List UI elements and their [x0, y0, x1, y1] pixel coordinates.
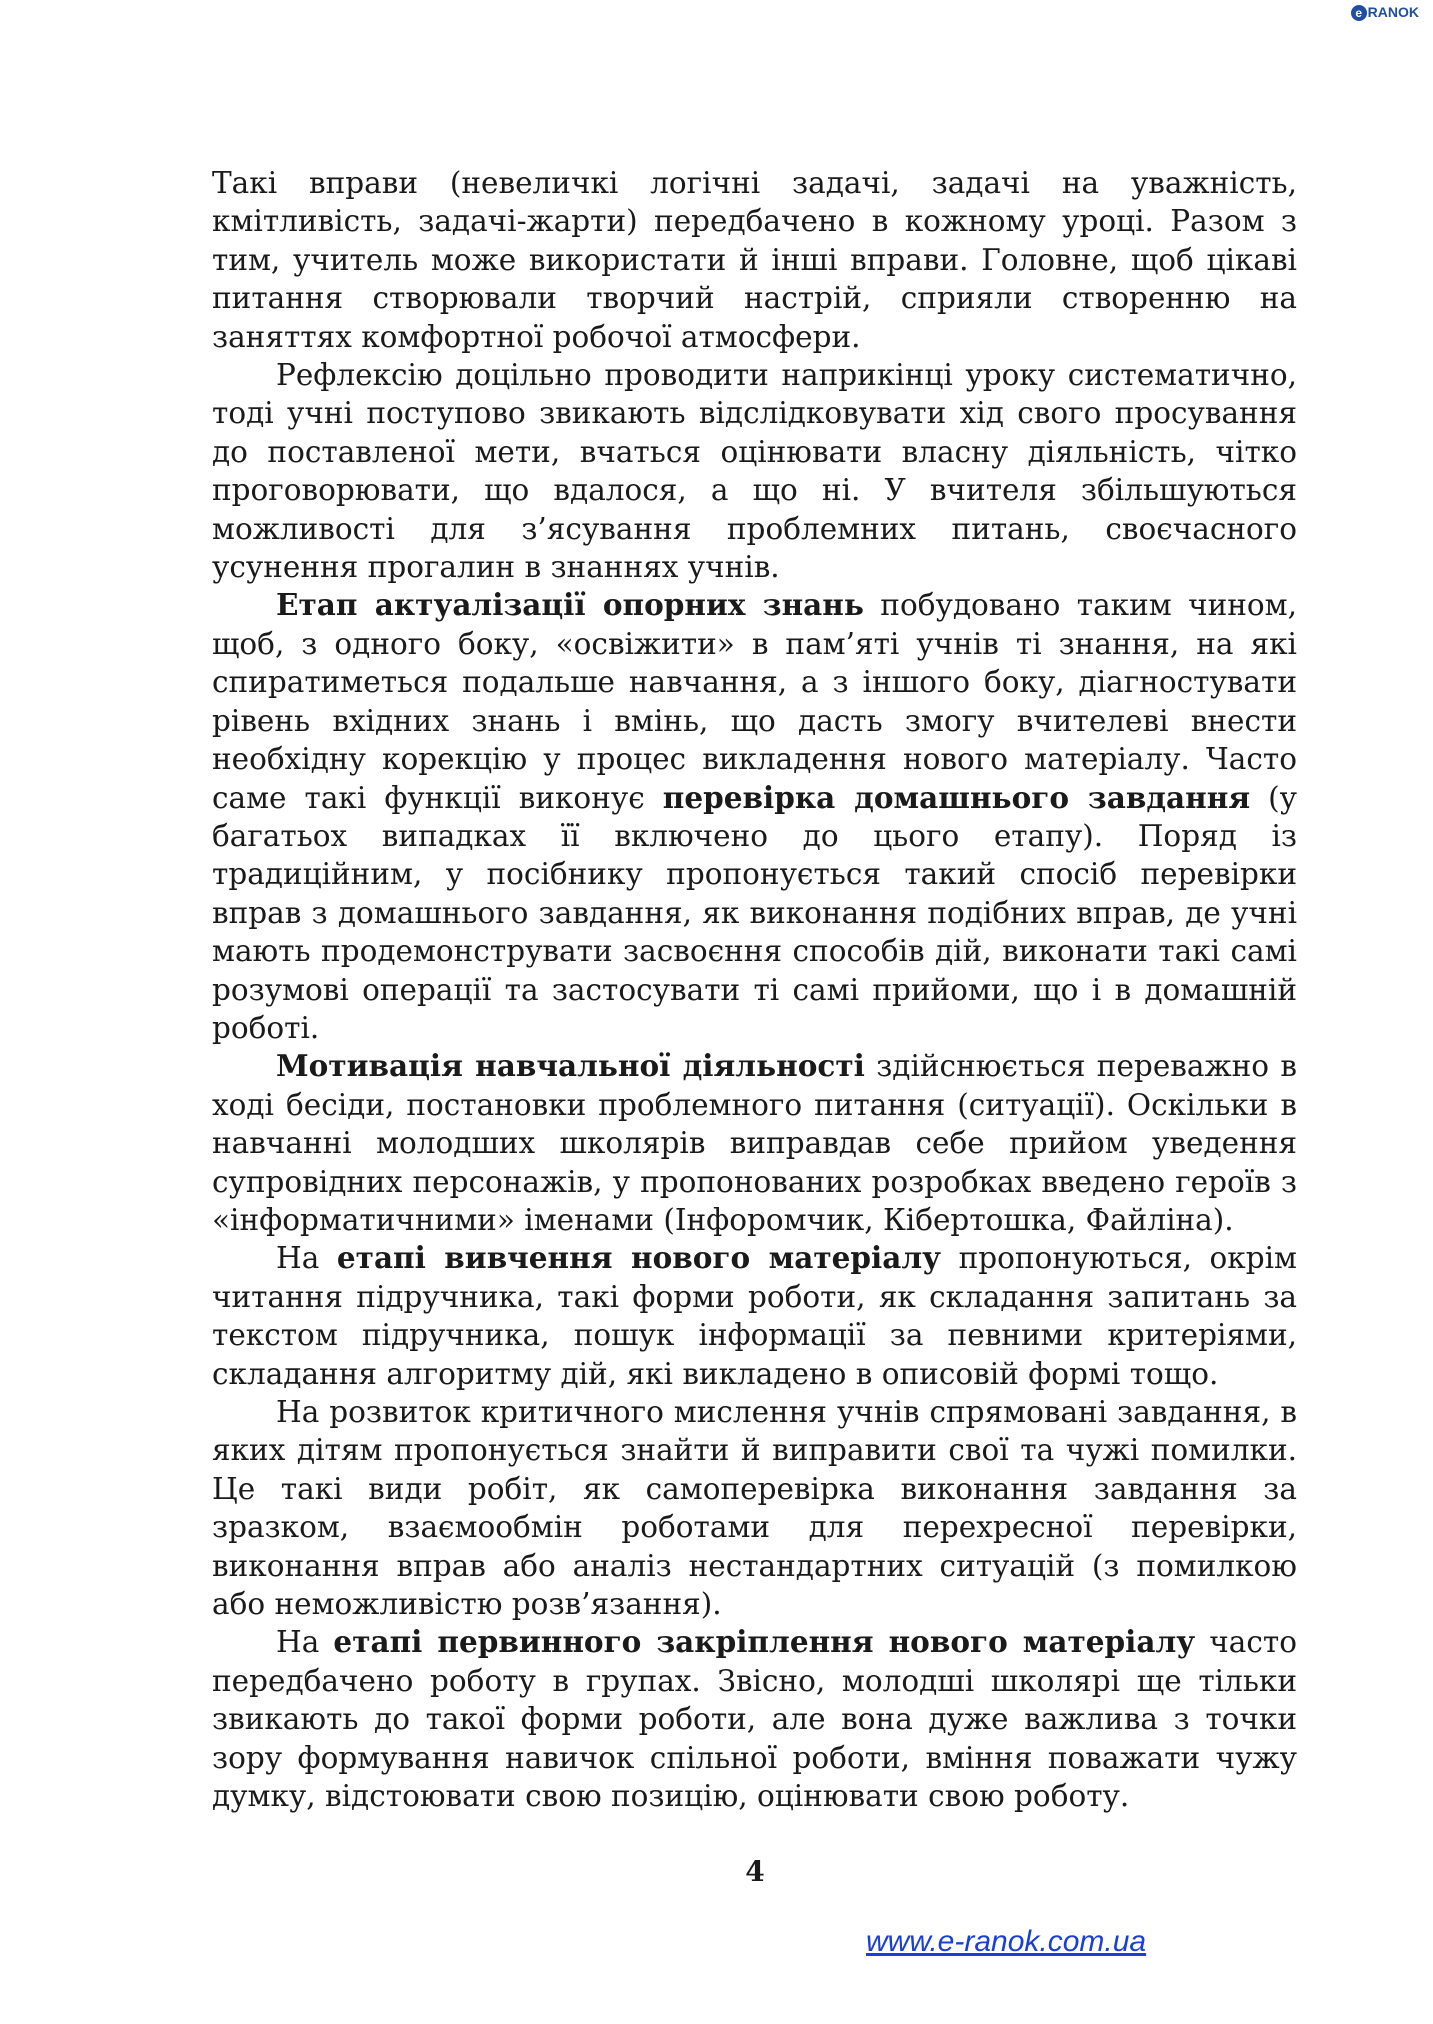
publisher-logo [1351, 4, 1419, 21]
page-number: 4 [745, 1855, 765, 1888]
paragraph-3-term: Етап актуалізації опорних знань [276, 587, 864, 623]
paragraph-4-term: Мотивація навчальної діяльності [276, 1048, 865, 1084]
paragraph-1 [212, 164, 1297, 356]
paragraph-3 [212, 586, 1297, 1047]
paragraph-4-text: здійснюється переважно в ході бесіди, постановки проблемного питання (ситуації). Оскільки в навчанні молодших школярів виправдав себе прийом уведення супровідних персонажів, у пропонованих розробках введено героїв з «інформатичними» іменами (Інфоромчик, Кібертошка, Файліна). [212, 1049, 1297, 1237]
paragraph-6-text: На розвиток критичного мислення учнів спрямовані завдання, в яких дітям пропонується знайти й виправити свої та чужі помилки. Це такі види робіт, як самоперевірка виконання завдання за зразком, взаємообмін роботами для перехресної перевірки, виконання вправ або аналіз нестандартних ситуацій (з помилкою або неможливістю розв’язання). [212, 1395, 1297, 1622]
logo-mark: e [1351, 5, 1367, 21]
paragraph-2 [212, 356, 1297, 586]
paragraph-3-term-2: перевірка домашнього завдання [662, 779, 1251, 815]
paragraph-3-text-b: (у багатьох випадках її включено до цього етапу). Поряд із традиційним, у посібнику пропонується такий спосіб перевірки вправ з домашнього завдання, як виконання подібних вправ, де учні мають продемонструвати засвоєння способів дій, виконати такі самі розумові операції та застосувати ті самі прийоми, що і в домашній роботі. [212, 780, 1297, 1045]
paragraph-7-lead: На [276, 1625, 334, 1660]
paragraph-4 [212, 1047, 1297, 1239]
paragraph-5 [212, 1239, 1297, 1393]
paragraph-7-term: етапі первинного закріплення нового матеріалу [333, 1624, 1196, 1660]
paragraph-1-text: Такі вправи (невеличкі логічні задачі, задачі на уважність, кмітливість, задачі-жарти) передбачено в кожному уроці. Разом з тим, учитель може використати й інші вправи. Головне, щоб цікаві питання створювали творчий настрій, сприяли створенню на заняттях комфортної робочої атмосфери. [212, 166, 1297, 354]
paragraph-7-text: часто передбачено роботу в групах. Звісно, молодші школярі ще тільки звикають до такої форми роботи, але вона дуже важлива з точки зору формування навичок спільної роботи, вміння поважати чужу думку, відстоювати свою позицію, оцінювати свою роботу. [212, 1625, 1297, 1814]
paragraph-5-text: пропонуються, окрім читання підручника, такі форми роботи, як складання запитань за текстом підручника, пошук інформації за певними критеріями, складання алгоритму дій, які викладено в описовій формі тощо. [212, 1241, 1297, 1391]
paragraph-6 [212, 1393, 1297, 1623]
logo-text: RANOK [1367, 4, 1419, 20]
paragraph-5-term: етапі вивчення нового матеріалу [336, 1240, 942, 1276]
website-link[interactable]: www.e-ranok.com.ua [866, 1925, 1147, 1958]
paragraph-3-text-a: побудовано таким чином, щоб, з одного боку, «освіжити» в пам’яті учнів ті знання, на які спиратиметься подальше навчання, а з іншого боку, діагностувати рівень вхідних знань і вмінь, що дасть змогу вчителеві внести необхідну корекцію у процес викладення нового матеріалу. Часто саме такі функції виконує [212, 588, 1297, 815]
paragraph-2-text: Рефлексію доцільно проводити наприкінці уроку систематично, тоді учні поступово звикають відслідковувати хід свого просування до поставленої мети, вчаться оцінювати власну діяльність, чітко проговорювати, що вдалося, а що ні. У вчителя збільшуються можливості для з’ясування проблемних питань, своєчасного усунення прогалин в знаннях учнів. [212, 358, 1297, 585]
page-body [212, 164, 1297, 1815]
paragraph-7 [212, 1623, 1297, 1815]
paragraph-5-lead: На [276, 1241, 337, 1276]
